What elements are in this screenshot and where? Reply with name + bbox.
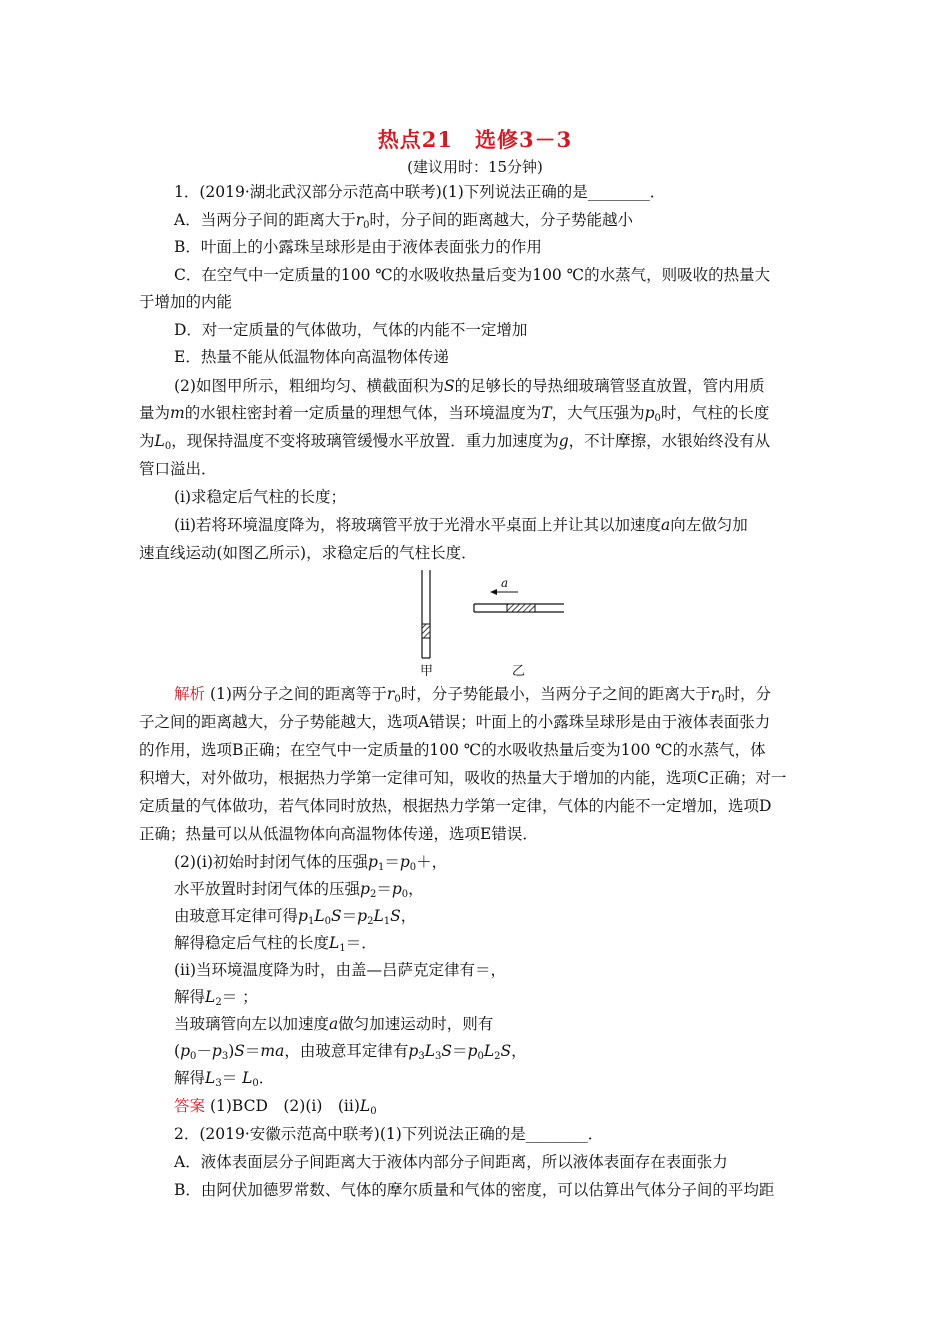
q1-stem: 1．(2019·湖北武汉部分示范高中联考)(1)下列说法正确的是________． bbox=[174, 183, 666, 201]
q2-option-b: B．由阿伏加德罗常数、气体的摩尔质量和气体的密度，可以估算出气体分子间的平均距 bbox=[174, 1181, 775, 1199]
solution-step8: (p0－p3)S＝ma，由玻意耳定律有p3L3S＝p0L2S， bbox=[174, 1042, 527, 1062]
arrow-label-a: a bbox=[501, 576, 509, 590]
solution-step9: 解得L3＝ L0． bbox=[174, 1069, 275, 1089]
q1-option-b: B．叶面上的小露珠呈球形是由于液体表面张力的作用 bbox=[174, 238, 542, 256]
solution-step7: 当玻璃管向左以加速度a做匀加速运动时，则有 bbox=[174, 1015, 494, 1033]
solution-step1: (2)(i)初始时封闭气体的压强p1＝p0＋， bbox=[174, 853, 448, 873]
solution-line5: 定质量的气体做功，若气体同时放热，根据热力学第一定律，气体的内能不一定增加，选项D bbox=[139, 797, 772, 815]
mercury-column-jia bbox=[422, 624, 430, 638]
q1-option-c-cont: 于增加的内能 bbox=[139, 293, 233, 311]
q2-option-a: A．液体表面层分子间距离大于液体内部分子间距离，所以液体表面存在表面张力 bbox=[174, 1153, 728, 1171]
page-title: 热点21 选修3－3 bbox=[377, 127, 573, 152]
q1-part2-line4: 管口溢出． bbox=[139, 460, 217, 478]
q1-option-e: E．热量不能从低温物体向高温物体传递 bbox=[174, 348, 449, 366]
figure-tubes bbox=[410, 566, 570, 662]
solution-line1: 解析 (1)两分子之间的距离等于r0时，分子势能最小，当两分子之间的距离大于r0时，分 bbox=[174, 685, 772, 705]
q1-part2-line2: 量为m的水银柱密封着一定质量的理想气体，当环境温度为T，大气压强为p0时，气柱的长度 bbox=[139, 404, 770, 424]
q1-option-c: C．在空气中一定质量的100 ℃的水吸收热量后变为100 ℃的水蒸气，则吸收的热量大 bbox=[174, 266, 771, 284]
mercury-column-yi bbox=[507, 604, 535, 612]
q1-part2-line3: 为L0，现保持温度不变将玻璃管缓慢水平放置．重力加速度为g，不计摩擦，水银始终没有从 bbox=[139, 432, 771, 452]
solution-line6: 正确；热量可以从低温物体向高温物体传递，选项E错误． bbox=[139, 825, 538, 843]
q1-sub-ii: (ii)若将环境温度降为，将玻璃管平放于光滑水平桌面上并让其以加速度a向左做匀加 bbox=[174, 516, 748, 534]
vertical-tube bbox=[422, 570, 430, 658]
q1-sub-i: (i)求稳定后气柱的长度； bbox=[174, 488, 347, 506]
answer-line: 答案 (1)BCD (2)(i) (ii)L0 bbox=[174, 1097, 377, 1117]
q1-option-a: A．当两分子间的距离大于r0时，分子间的距离越大，分子势能越小 bbox=[174, 211, 634, 231]
figure-label-jia: 甲 bbox=[420, 664, 434, 679]
solution-line4: 积增大，对外做功，根据热力学第一定律可知，吸收的热量大于增加的内能，选项C正确；对一 bbox=[139, 769, 787, 787]
q1-option-d: D．对一定质量的气体做功，气体的内能不一定增加 bbox=[174, 321, 528, 339]
solution-step6: 解得L2＝ ； bbox=[174, 988, 258, 1008]
solution-step2: 水平放置时封闭气体的压强p2＝p0， bbox=[174, 880, 424, 900]
solution-label: 解析 bbox=[174, 685, 206, 703]
q1-part2-line1: (2)如图甲所示，粗细均匀、横截面积为S的足够长的导热细玻璃管竖直放置，管内用质 bbox=[174, 377, 765, 395]
solution-step3: 由玻意耳定律可得p1L0S＝p2L1S， bbox=[174, 907, 417, 927]
solution-line2: 子之间的距离越大，分子势能越大，选项A错误；叶面上的小露珠呈球形是由于液体表面张力 bbox=[139, 713, 771, 731]
answer-label: 答案 bbox=[174, 1097, 206, 1115]
solution-step5: (ii)当环境温度降为时，由盖—吕萨克定律有＝， bbox=[174, 961, 507, 979]
solution-line3: 的作用，选项B正确；在空气中一定质量的100 ℃的水吸收热量后变为100 ℃的水蒸气，体 bbox=[139, 741, 766, 759]
q2-stem: 2．(2019·安徽示范高中联考)(1)下列说法正确的是________． bbox=[174, 1125, 604, 1143]
solution-step4: 解得稳定后气柱的长度L1＝． bbox=[174, 934, 377, 954]
page-subtitle: (建议用时：15分钟) bbox=[407, 158, 543, 176]
q1-sub-ii-cont: 速直线运动(如图乙所示)，求稳定后的气柱长度． bbox=[139, 544, 477, 562]
figure-label-yi: 乙 bbox=[512, 664, 526, 679]
horizontal-tube bbox=[474, 604, 564, 612]
